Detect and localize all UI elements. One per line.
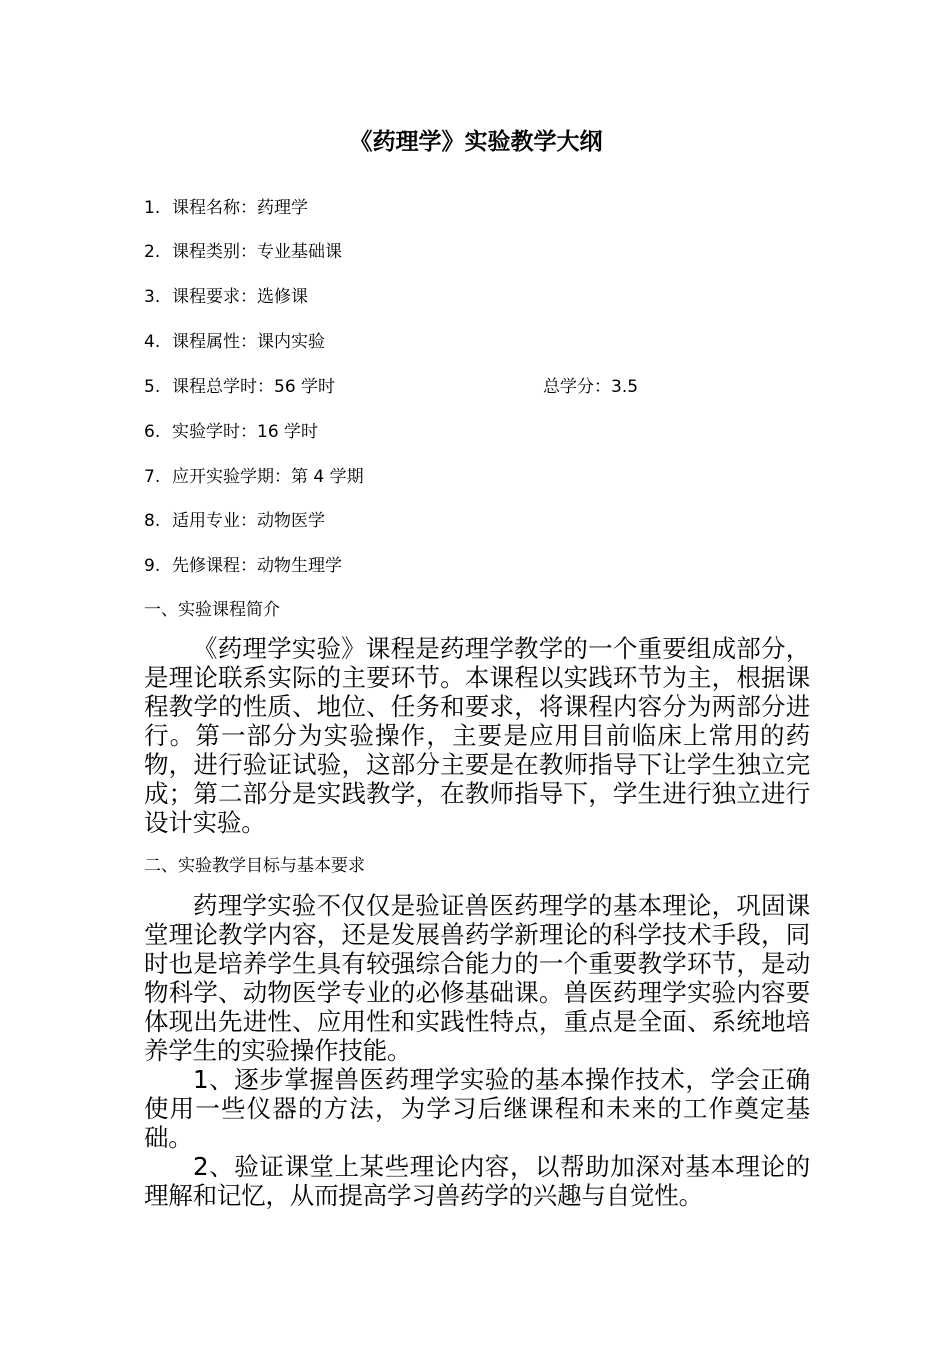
info-value: 动物生理学 — [257, 556, 342, 576]
info-value: 药理学 — [257, 198, 308, 218]
info-major — [144, 510, 325, 532]
info-label: 适用专业： — [172, 511, 257, 531]
info-label: 应开实验学期： — [172, 467, 291, 487]
info-label: 课程要求： — [172, 287, 257, 307]
info-number: 3. — [144, 287, 161, 307]
info-number: 2. — [144, 242, 161, 262]
info-number: 4. — [144, 332, 161, 352]
info-label: 实验学时： — [172, 422, 257, 442]
info-course-requirement — [144, 286, 308, 308]
info-number: 8. — [144, 511, 161, 531]
paragraph-objective-1: 1、逐步掌握兽医药理学实验的基本操作技术，学会正确使用一些仪器的方法，为学习后继课程和未来的工作奠定基础。 — [144, 1065, 810, 1152]
info-semester — [144, 466, 364, 488]
info-value: 第 4 学期 — [291, 467, 364, 487]
info-number: 7. — [144, 467, 161, 487]
credit-label: 总学分： — [543, 377, 611, 397]
section-heading-intro: 一、实验课程简介 — [144, 600, 280, 620]
info-number: 1. — [144, 198, 161, 218]
info-total-credits — [543, 376, 638, 398]
info-value: 动物医学 — [257, 511, 325, 531]
info-course-attribute — [144, 331, 325, 353]
info-label: 课程类别： — [172, 242, 257, 262]
info-value: 选修课 — [257, 287, 308, 307]
info-number: 5. — [144, 377, 161, 397]
info-course-category — [144, 241, 342, 263]
info-number: 6. — [144, 422, 161, 442]
info-label: 课程属性： — [172, 332, 257, 352]
info-value: 专业基础课 — [257, 242, 342, 262]
info-total-hours — [144, 376, 335, 398]
info-course-name — [144, 197, 308, 219]
info-label: 先修课程： — [172, 556, 257, 576]
credit-value: 3.5 — [611, 377, 639, 397]
paragraph-intro: 《药理学实验》课程是药理学教学的一个重要组成部分，是理论联系实际的主要环节。本课程以实践环节为主，根据课程教学的性质、地位、任务和要求，将课程内容分为两部分进行。第一部分为实验操作，主要是应用目前临床上常用的药物，进行验证试验，这部分主要是在教师指导下让学生独立完成；第二部分是实践教学，在教师指导下，学生进行独立进行设计实验。 — [144, 634, 810, 837]
info-lab-hours — [144, 421, 318, 443]
info-value: 课内实验 — [257, 332, 325, 352]
paragraph-objectives: 药理学实验不仅仅是验证兽医药理学的基本理论，巩固课堂理论教学内容，还是发展兽药学新理论的科学技术手段，同时也是培养学生具有较强综合能力的一个重要教学环节，是动物科学、动物医学专业的必修基础课。兽医药理学实验内容要体现出先进性、应用性和实践性特点，重点是全面、系统地培养学生的实验操作技能。 — [144, 891, 810, 1065]
document-title: 《药理学》实验教学大纲 — [349, 129, 603, 155]
info-number: 9. — [144, 556, 161, 576]
info-label: 课程总学时： — [172, 377, 274, 397]
info-value: 56 学时 — [274, 377, 336, 397]
info-value: 16 学时 — [257, 422, 319, 442]
info-prerequisite — [144, 555, 342, 577]
paragraph-objective-2: 2、验证课堂上某些理论内容，以帮助加深对基本理论的理解和记忆，从而提高学习兽药学的兴趣与自觉性。 — [144, 1152, 810, 1210]
section-heading-objectives: 二、实验教学目标与基本要求 — [144, 856, 365, 876]
info-label: 课程名称： — [172, 198, 257, 218]
